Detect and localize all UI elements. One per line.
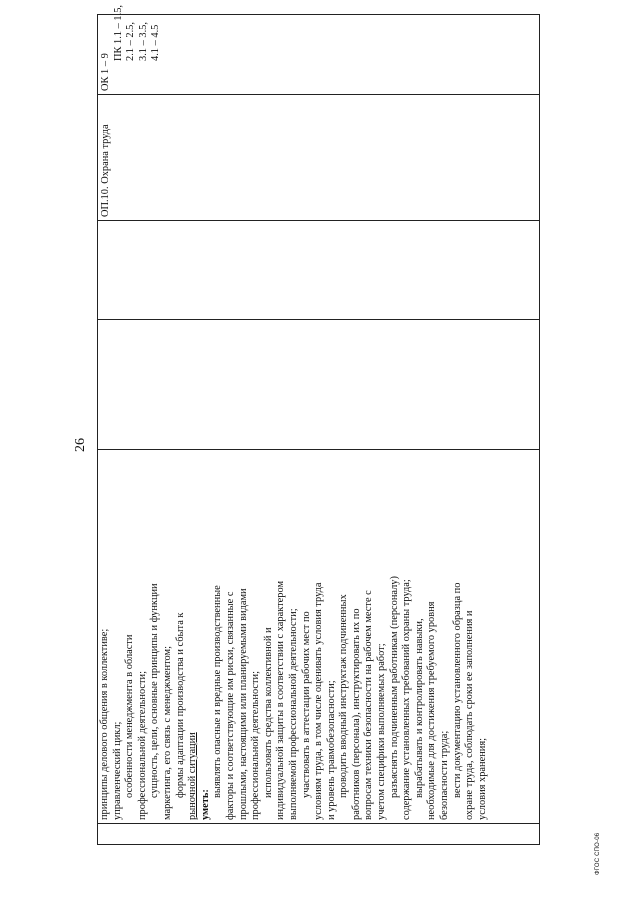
content-line: управленческий цикл; [111,721,123,820]
content-line: профессиональной деятельности; [250,670,262,820]
content-line: разъяснять подчиненным работникам (персоналу) [388,576,400,798]
competency-codes [98,5,163,94]
content-line: принципы делового общения в коллективе; [99,628,110,820]
discipline-name: ОП.10. Охрана труда [100,124,111,217]
content-line: условия хранения; [476,738,488,820]
content-line: необходимые для достижения требуемого уровня [426,601,438,820]
content-line: использовать средства коллективной и [262,627,274,798]
content-line: безопасности труда; [439,730,451,820]
content-line: и уровень травмобезопасности; [325,680,337,820]
content-line: условиям труда, в том числе оценивать условия труда [313,582,325,820]
discipline-cell [98,95,540,221]
content-line: выполняемой профессиональной деятельности; [287,608,299,820]
content-line: факторы и соответствующие им риски, связанные с [224,591,236,820]
competency-line: 2.1 – 2.5, [125,22,137,61]
competency-line: 3.1 – 3.5, [137,22,149,61]
content-line: проводить вводный инструктаж подчиненных [338,594,350,798]
content-line: прошлыми, настоящими или планируемыми видами [237,588,249,820]
content-line: участвовать в аттестации рабочих мест по [300,611,312,798]
content-line: особенности менеджмента в области [124,634,136,798]
content-line: работников (персонала), инструктировать их по [350,608,362,820]
table-row [98,15,540,845]
content-line: вырабатывать и контролировать навыки, [413,618,425,798]
content-line: профессиональной деятельности; [136,670,148,820]
content-line: учетом специфики выполняемых работ; [376,643,388,820]
competency-line: ПК 1.1 – 1.5, [112,5,124,61]
index-cell [98,824,540,845]
content-line: выявлять опасные и вредные производственные [212,585,224,798]
content-line: индивидуальной защиты в соответствии с характером [275,580,287,820]
content-line: содержание установленных требований охраны труда; [401,579,413,820]
content-line: маркетинга, его связь с менеджментом; [161,646,173,820]
content-line: уметь: [199,789,211,820]
page-number: 26 [73,438,88,452]
content-lines [98,450,489,823]
content-line: рыночной ситуации [187,732,199,820]
content-line: вопросам техники безопасности на рабочем месте с [363,590,375,820]
standard-table [97,5,540,845]
footer-code: ФГОС СПО-06 [595,832,601,875]
competency-cell [98,5,540,95]
competency-line: 4.1 – 4.5 [150,24,162,61]
content-line: сущность, цели, основные принципы и функции [149,583,161,798]
hours-class-cell [98,221,540,320]
content-line: охране труда, соблюдать сроки ее заполнения и [464,610,476,820]
rotated-page [73,5,615,875]
competency-line: ОК 1 – 9 [100,53,111,91]
content-line: вести документацию установленного образца по [451,582,463,798]
content-cell [98,450,540,824]
hours-max-cell [98,320,540,450]
content-line: формы адаптации производства и сбыта к [174,612,186,798]
